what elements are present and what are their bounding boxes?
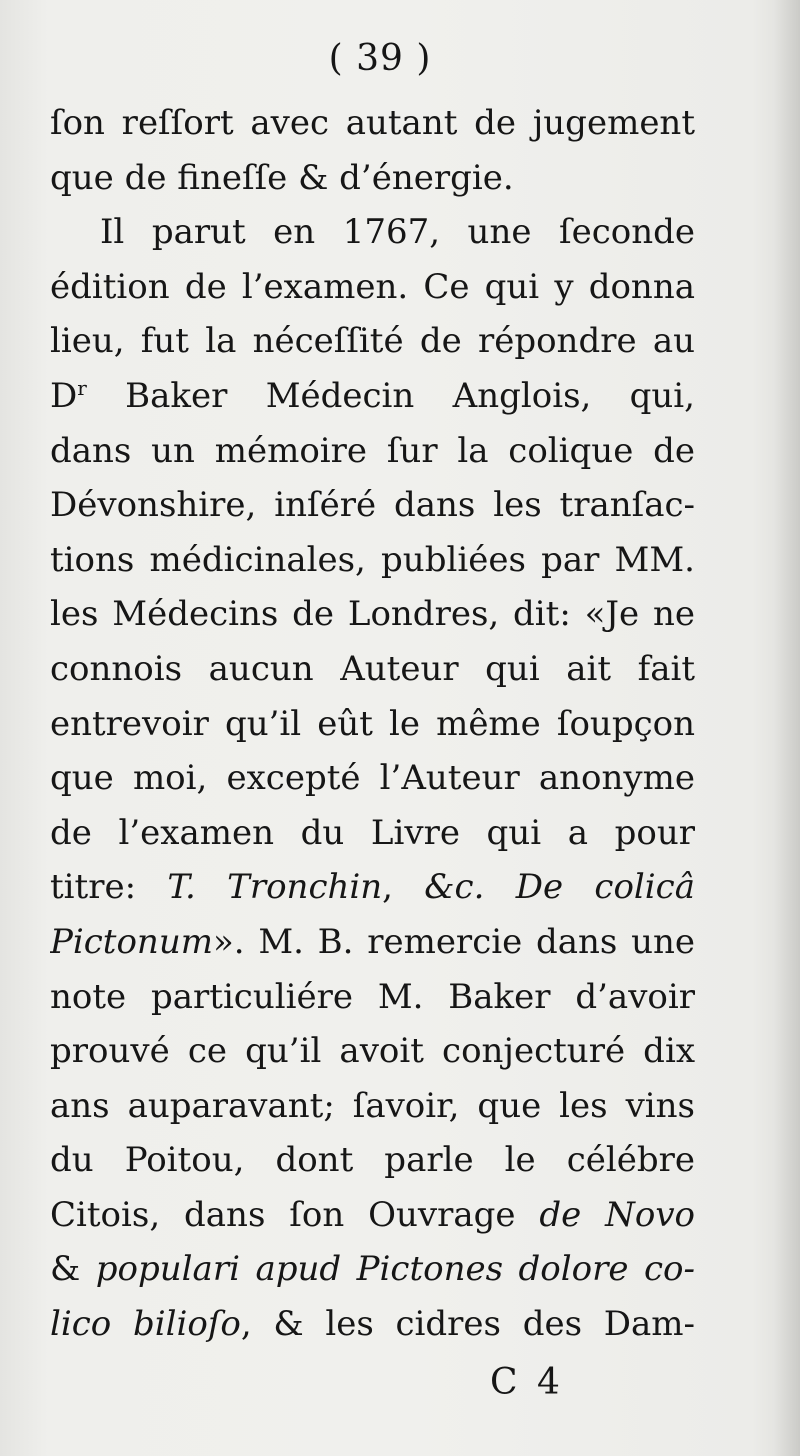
text-line: note particuliére M. Baker d’avoir xyxy=(50,976,695,1017)
text-line: prouvé ce qu’il avoit conjecturé dix xyxy=(50,1031,695,1072)
text-line: que de fineſſe & d’énergie. xyxy=(50,157,514,198)
text-fragment: D xyxy=(50,375,78,416)
page-number: ( 39 ) xyxy=(328,38,432,79)
text-line: dans un mémoire ſur la colique de xyxy=(50,430,695,471)
text-fragment: , xyxy=(382,867,425,908)
text-line: Il parut en 1767, une ſeconde xyxy=(100,212,695,253)
text-fragment: , & les cidres des Dam- xyxy=(240,1304,695,1345)
body-text xyxy=(50,96,695,1352)
italic-text: Pictonum xyxy=(50,921,213,962)
text-line xyxy=(50,1242,695,1297)
text-fragment: Citois, dans ſon Ouvrage xyxy=(50,1194,540,1235)
signature-mark: C 4 xyxy=(490,1362,564,1403)
text-line: lieu, fut la néceſſité de répondre au xyxy=(50,321,695,362)
text-line: connois aucun Auteur qui ait fait xyxy=(50,648,695,689)
text-line xyxy=(50,1188,695,1243)
italic-text: populari apud Pictones dolore co- xyxy=(95,1249,695,1290)
text-fragment: Baker Médecin Anglois, qui, xyxy=(86,375,695,416)
superscript: r xyxy=(77,375,87,400)
text-line: que moi, excepté l’Auteur anonyme xyxy=(50,758,695,799)
text-line: ans auparavant; ſavoir, que les vins xyxy=(50,1085,695,1126)
italic-text: &c. De colicâ xyxy=(424,867,695,908)
text-line: ſon reſſort avec autant de jugement xyxy=(50,103,695,143)
text-line: tions médicinales, publiées par MM. xyxy=(50,539,695,580)
text-line: entrevoir qu’il eût le même ſoupçon xyxy=(50,703,695,744)
italic-text: de Novo xyxy=(539,1194,695,1235)
text-fragment: & xyxy=(50,1249,96,1290)
text-line: de l’examen du Livre qui a pour xyxy=(50,812,695,853)
text-fragment: ». M. B. remercie dans une xyxy=(212,921,695,962)
page-edge-shadow xyxy=(774,0,800,1456)
italic-text: lico bilioſo xyxy=(50,1304,241,1345)
text-line xyxy=(50,369,695,424)
text-line xyxy=(50,915,695,970)
text-line: Dévonshire, inſéré dans les tranſac- xyxy=(50,485,695,526)
text-line: du Poitou, dont parle le célébre xyxy=(50,1140,695,1181)
text-line xyxy=(50,860,695,915)
text-line xyxy=(50,1297,695,1352)
text-line: édition de l’examen. Ce qui y donna xyxy=(50,266,695,307)
italic-text: T. Tronchin xyxy=(167,867,383,908)
text-fragment: titre: xyxy=(50,867,168,908)
text-line: les Médecins de Londres, dit: «Je ne xyxy=(50,594,695,635)
